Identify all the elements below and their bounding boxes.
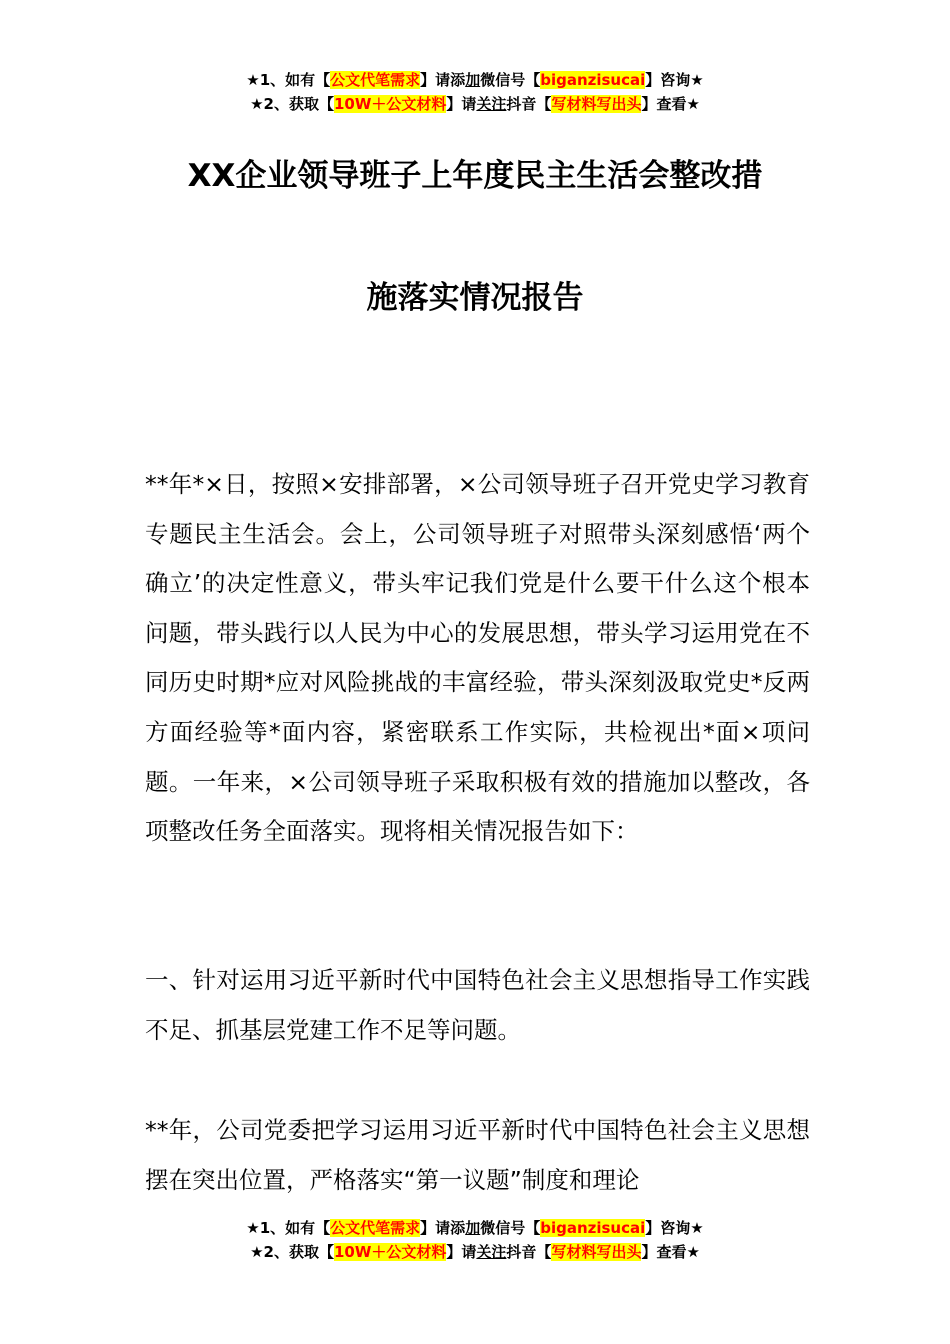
banner-highlight: 公文代笔需求 [330,71,421,89]
banner-line-2 [0,92,950,116]
banner-text: 】查看★ [641,95,700,113]
section-paragraph-1 [145,1106,810,1206]
banner-highlight: biganzisucai [540,71,646,89]
banner-underline: 加 [465,71,481,89]
banner-text: 】咨询★ [645,71,704,89]
banner-text: 】请 [446,1243,477,1261]
banner-text: ★2、获取【 [250,95,334,113]
banner-underline: 加 [465,1219,481,1237]
banner-underline: 关注 [476,1243,507,1261]
section-heading-1 [145,956,810,1055]
paragraph-text: **年，公司党委把学习运用习近平新时代中国特色社会主义思想摆在突出位置，严格落实“第一议题”制度和理论 [145,1116,810,1194]
banner-highlight: 10W＋公文材料 [333,1243,447,1261]
document-title-line-1: XX企业领导班子上年度民主生活会整改措 [187,158,763,194]
banner-text: 微信号【 [480,71,541,89]
banner-underline: 关注 [476,95,507,113]
banner-text: ★1、如有【 [246,71,331,89]
banner-highlight: biganzisucai [540,1219,646,1237]
banner-line-1 [0,68,950,92]
banner-line-2 [0,1240,950,1264]
banner-text: 】请 [446,95,477,113]
banner-highlight: 10W＋公文材料 [333,95,447,113]
document-title-line-2: 施落实情况报告 [366,280,584,316]
banner-text: 抖音【 [506,95,552,113]
banner-text: 抖音【 [506,1243,552,1261]
footer-banner [0,1216,950,1264]
banner-text: 】请添 [420,1219,466,1237]
banner-text: 】查看★ [641,1243,700,1261]
intro-paragraph [145,460,810,857]
banner-text: 微信号【 [480,1219,541,1237]
banner-text: 】咨询★ [645,1219,704,1237]
banner-highlight: 公文代笔需求 [330,1219,421,1237]
banner-highlight: 写材料写出头 [551,95,642,113]
paragraph-text: **年*×日，按照×安排部署，×公司领导班子召开党史学习教育专题民主生活会。会上，公司领导班子对照带头深刻感悟‘两个确立’的决定性意义，带头牢记我们党是什么要干什么这个根本问题，带头践行以人民为中心的发展思想，带头学习运用党在不同历史时期*应对风险挑战的丰富经验，带头深刻汲取党史*反两方面经验等*面内容，紧密联系工作实际，共检视出*面×项问题。一年来，×公司领导班子采取积极有效的措施加以整改，各项整改任务全面落实。现将相关情况报告如下： [145,470,810,846]
banner-text: 】请添 [420,71,466,89]
banner-highlight: 写材料写出头 [551,1243,642,1261]
banner-text: ★2、获取【 [250,1243,334,1261]
header-banner [0,68,950,116]
banner-line-1 [0,1216,950,1240]
heading-text: 一、针对运用习近平新时代中国特色社会主义思想指导工作实践不足、抓基层党建工作不足等问题。 [145,966,810,1044]
banner-text: ★1、如有【 [246,1219,331,1237]
